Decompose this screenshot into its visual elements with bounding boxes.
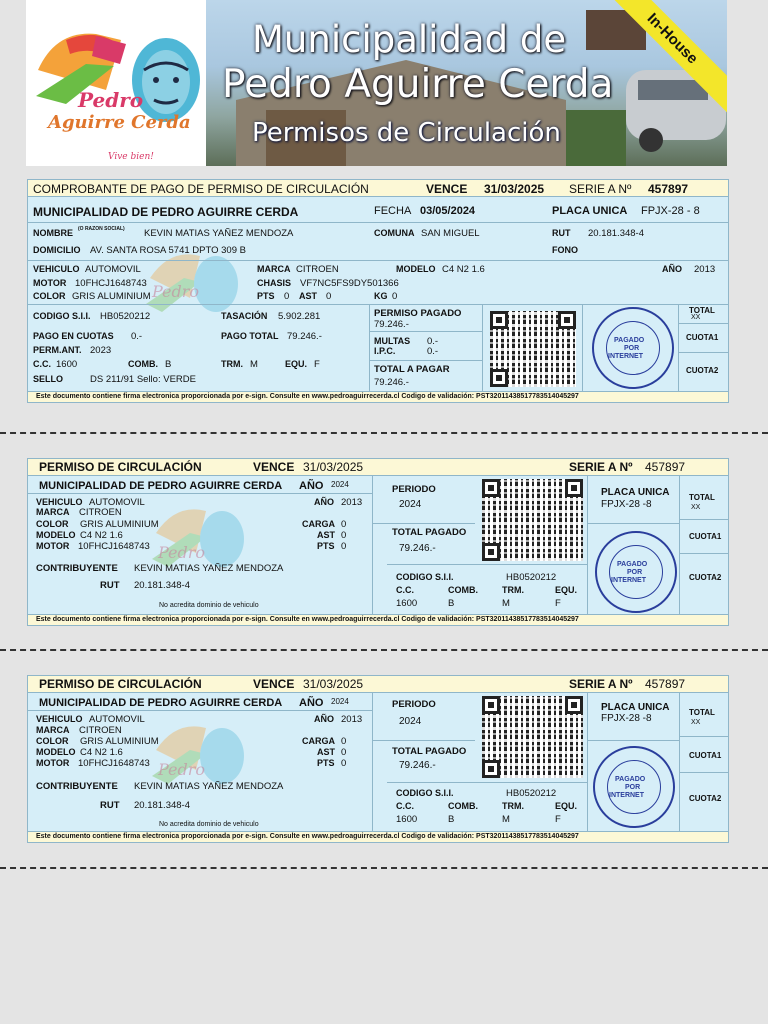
- divider: [678, 352, 728, 353]
- divider: [369, 304, 370, 391]
- total-pagado-value: 79.246.-: [399, 760, 436, 771]
- no-acredita-note: No acredita dominio de vehiculo: [159, 602, 259, 609]
- motor-label: MOTOR: [36, 541, 70, 551]
- cc-value: 1600: [396, 598, 418, 609]
- pts-value: 0: [284, 291, 290, 302]
- sello-label: SELLO: [33, 374, 64, 384]
- receipt-header: [28, 180, 728, 197]
- cut-line: [0, 432, 768, 434]
- watermark-text: Pedro: [158, 760, 206, 779]
- modelo-label: MODELO: [36, 530, 76, 540]
- banner-photo: [206, 0, 727, 166]
- cuota2-label: CUOTA2: [689, 573, 722, 582]
- divider: [678, 323, 728, 324]
- perm-ant-value: 2023: [90, 345, 112, 356]
- permit-municipality: MUNICIPALIDAD DE PEDRO AGUIRRE CERDA: [39, 697, 283, 709]
- divider: [387, 564, 587, 565]
- placa-value: FPJX-28 - 8: [641, 205, 700, 217]
- rut-value: 20.181.348-4: [134, 580, 190, 591]
- permit-title: PERMISO DE CIRCULACIÓN: [39, 677, 202, 691]
- trm-label: TRM.: [502, 801, 524, 811]
- color-label: COLOR: [36, 736, 69, 746]
- qr-code: [482, 696, 583, 778]
- watermark-text: Pedro: [158, 543, 206, 562]
- veh-ano-value: 2013: [341, 714, 363, 725]
- stamp-line2: POR: [624, 345, 640, 352]
- tasacion-value: 5.902.281: [278, 311, 321, 322]
- ast-label: AST: [317, 747, 335, 757]
- marca-label: MARCA: [36, 507, 70, 517]
- vehiculo-label: VEHICULO: [36, 714, 83, 724]
- nombre-value: KEVIN MATIAS YAÑEZ MENDOZA: [144, 228, 294, 239]
- vence-value: 31/03/2025: [484, 182, 545, 196]
- ast-value: 0: [341, 530, 347, 541]
- pago-cuotas-value: 0.-: [131, 331, 143, 342]
- total-pagar-label: TOTAL A PAGAR: [374, 364, 450, 375]
- contribuyente-value: KEVIN MATIAS YAÑEZ MENDOZA: [134, 563, 284, 574]
- total-label: TOTAL: [689, 493, 715, 502]
- fono-label: FONO: [552, 245, 578, 255]
- pts-value: 0: [341, 758, 347, 769]
- equ-value: F: [314, 359, 320, 370]
- ast-label: AST: [317, 530, 335, 540]
- periodo-label: PERIODO: [392, 484, 436, 495]
- marca-value: CITROEN: [79, 725, 122, 736]
- cuota1-label: CUOTA1: [686, 333, 719, 342]
- vence-label: VENCE: [253, 677, 295, 691]
- multas-value: 0.-: [427, 336, 439, 347]
- marca-label: MARCA: [36, 725, 70, 735]
- qr-code: [482, 479, 583, 561]
- divider: [372, 692, 373, 832]
- modelo-value: C4 N2 1.6: [80, 747, 123, 758]
- cc-value: 1600: [56, 359, 78, 370]
- contribuyente-label: CONTRIBUYENTE: [36, 781, 118, 792]
- divider: [587, 475, 588, 615]
- serie-label: SERIE A Nº: [569, 182, 632, 196]
- total-pagar-value: 79.246.-: [374, 377, 409, 388]
- modelo-label: MODELO: [36, 747, 76, 757]
- ipc-label: I.P.C.: [374, 346, 396, 356]
- equ-label: EQU.: [285, 359, 308, 369]
- paid-stamp: [593, 746, 675, 828]
- contribuyente-value: KEVIN MATIAS YAÑEZ MENDOZA: [134, 781, 284, 792]
- cc-value: 1600: [396, 814, 418, 825]
- periodo-value: 2024: [399, 716, 422, 727]
- validation-footer: Este documento contiene firma electronica proporcionada por e-sign. Consulte en www.pedroaguirrecerda.cl Codigo de validación: PST32011438517783514045297: [28, 614, 728, 625]
- pago-total-label: PAGO TOTAL: [221, 331, 279, 341]
- serie-value: 457897: [648, 182, 689, 196]
- carga-value: 0: [341, 519, 347, 530]
- chasis-value: VF7NC5FS9DY501366: [300, 278, 399, 289]
- paid-stamp: [592, 307, 674, 389]
- banner: [26, 0, 727, 166]
- rut-label: RUT: [552, 228, 571, 238]
- nombre-label: NOMBRE: [33, 228, 73, 238]
- total-value: XX: [691, 719, 701, 726]
- validation-footer: Este documento contiene firma electronica proporcionada por e-sign. Consulte en www.pedroaguirrecerda.cl Codigo de validación: PST32011438517783514045297: [28, 831, 728, 842]
- permit-title: PERMISO DE CIRCULACIÓN: [39, 460, 202, 474]
- divider: [679, 553, 728, 554]
- logo-tagline: Vive bien!: [108, 152, 154, 162]
- vence-value: 31/03/2025: [303, 460, 364, 474]
- divider: [587, 523, 679, 524]
- veh-ano-value: 2013: [341, 497, 363, 508]
- rut-label: RUT: [100, 800, 120, 811]
- perm-ant-label: PERM.ANT.: [33, 345, 82, 355]
- modelo-value: C4 N2 1.6: [80, 530, 123, 541]
- equ-value: F: [555, 814, 561, 825]
- domicilio-value: AV. SANTA ROSA 5741 DPTO 309 B: [90, 245, 246, 256]
- payment-receipt: [27, 179, 729, 403]
- sello-value: DS 211/91 Sello: VERDE: [90, 374, 196, 385]
- divider: [587, 692, 588, 832]
- divider: [369, 331, 482, 332]
- periodo-label: PERIODO: [392, 699, 436, 710]
- motor-value: 10FHCJ1648743: [78, 758, 150, 769]
- rut-value: 20.181.348-4: [134, 800, 190, 811]
- motor-value: 10FHCJ1648743: [75, 278, 147, 289]
- logo-text-aguirre: Aguirre Cerda: [48, 112, 191, 133]
- equ-value: F: [555, 598, 561, 609]
- in-house-ribbon: In-House: [596, 0, 727, 115]
- cuota1-label: CUOTA1: [689, 532, 722, 541]
- cuota1-label: CUOTA1: [689, 751, 722, 760]
- nombre-sublabel: (O RAZON SOCIAL): [78, 226, 125, 232]
- total-pagado-label: TOTAL PAGADO: [392, 746, 467, 757]
- codigo-label: CODIGO S.I.I.: [396, 788, 454, 798]
- ano-label: AÑO: [299, 697, 324, 709]
- divider: [28, 304, 728, 305]
- permit-header: [28, 676, 728, 693]
- codigo-label: CODIGO S.I.I.: [33, 311, 91, 321]
- divider: [28, 260, 728, 261]
- stamp-line3: INTERNET: [608, 353, 643, 360]
- qr-code: [490, 311, 576, 387]
- placa-label: PLACA UNICA: [601, 487, 670, 498]
- permit-card-2: [27, 675, 729, 843]
- placa-label: PLACA UNICA: [552, 205, 628, 217]
- color-label: COLOR: [33, 291, 66, 301]
- comb-value: B: [448, 598, 455, 609]
- vehiculo-label: VEHICULO: [36, 497, 83, 507]
- chasis-label: CHASIS: [257, 278, 292, 288]
- codigo-label: CODIGO S.I.I.: [396, 572, 454, 582]
- comuna-value: SAN MIGUEL: [421, 228, 480, 239]
- banner-subtitle: Permisos de Circulación: [252, 118, 561, 148]
- divider: [679, 519, 728, 520]
- comb-label: COMB.: [448, 585, 478, 595]
- total-label: TOTAL: [689, 708, 715, 717]
- placa-value: FPJX-28 -8: [601, 713, 652, 724]
- kg-value: 0: [392, 291, 398, 302]
- pago-cuotas-label: PAGO EN CUOTAS: [33, 331, 114, 341]
- divider: [28, 493, 372, 494]
- ast-value: 0: [326, 291, 332, 302]
- placa-value: FPJX-28 -8: [601, 499, 652, 510]
- vence-label: VENCE: [253, 460, 295, 474]
- total-pagado-label: TOTAL PAGADO: [392, 527, 467, 538]
- vehiculo-label: VEHICULO: [33, 264, 80, 274]
- ano-label: AÑO: [299, 480, 324, 492]
- modelo-label: MODELO: [396, 264, 436, 274]
- stamp-line1: PAGADO: [617, 561, 648, 568]
- tasacion-label: TASACIÓN: [221, 311, 268, 321]
- divider: [582, 304, 583, 391]
- divider: [369, 360, 482, 361]
- color-value: GRIS ALUMINIUM: [80, 519, 159, 530]
- comb-value: B: [448, 814, 455, 825]
- divider: [28, 710, 372, 711]
- veh-ano-label: AÑO: [314, 497, 334, 507]
- paid-stamp: [595, 531, 677, 613]
- watermark-text: Pedro: [152, 282, 200, 301]
- color-value: GRIS ALUMINIUM: [72, 291, 151, 302]
- pts-label: PTS: [257, 291, 275, 301]
- pts-value: 0: [341, 541, 347, 552]
- serie-value: 457897: [645, 460, 686, 474]
- comb-label: COMB.: [128, 359, 158, 369]
- comb-value: B: [165, 359, 172, 370]
- trm-value: M: [502, 598, 510, 609]
- marca-label: MARCA: [257, 264, 291, 274]
- kg-label: KG: [374, 291, 388, 301]
- carga-label: CARGA: [302, 736, 335, 746]
- stamp-line1: PAGADO: [614, 337, 645, 344]
- receipt-title: COMPROBANTE DE PAGO DE PERMISO DE CIRCULACIÓN: [33, 182, 369, 196]
- codigo-value: HB0520212: [100, 311, 151, 322]
- stamp-line2: POR: [625, 784, 641, 791]
- marca-value: CITROEN: [79, 507, 122, 518]
- cc-label: C.C.: [396, 585, 414, 595]
- permit-card-1: [27, 458, 729, 626]
- municipality-logo: [26, 0, 206, 166]
- total-value: XX: [691, 504, 701, 511]
- permiso-pagado-value: 79.246.-: [374, 319, 409, 330]
- vence-label: VENCE: [426, 182, 468, 196]
- logo-text-pedro: Pedro: [78, 88, 144, 112]
- total-value: XX: [691, 314, 701, 321]
- divider: [372, 523, 475, 524]
- divider: [679, 772, 728, 773]
- codigo-value: HB0520212: [506, 788, 557, 799]
- divider: [679, 692, 680, 832]
- ast-value: 0: [341, 747, 347, 758]
- comb-label: COMB.: [448, 801, 478, 811]
- permiso-pagado-label: PERMISO PAGADO: [374, 308, 462, 319]
- ano-label: AÑO: [662, 264, 682, 274]
- veh-ano-label: AÑO: [314, 714, 334, 724]
- divider: [587, 740, 679, 741]
- rut-value: 20.181.348-4: [588, 228, 644, 239]
- motor-label: MOTOR: [36, 758, 70, 768]
- fecha-value: 03/05/2024: [420, 205, 476, 217]
- divider: [482, 304, 483, 391]
- stamp-line3: INTERNET: [611, 577, 646, 584]
- divider: [679, 475, 680, 615]
- divider: [372, 475, 373, 615]
- divider: [387, 782, 587, 783]
- equ-label: EQU.: [555, 585, 578, 595]
- permit-municipality: MUNICIPALIDAD DE PEDRO AGUIRRE CERDA: [39, 480, 283, 492]
- vehiculo-value: AUTOMOVIL: [89, 497, 145, 508]
- marca-value: CITROEN: [296, 264, 339, 275]
- cc-label: C.C.: [33, 359, 51, 369]
- stamp-line3: INTERNET: [609, 792, 644, 799]
- ipc-value: 0.-: [427, 346, 439, 357]
- motor-value: 10FHCJ1648743: [78, 541, 150, 552]
- fecha-label: FECHA: [374, 205, 412, 217]
- banner-title-line2: Pedro Aguirre Cerda: [222, 62, 614, 107]
- serie-label: SERIE A Nº: [569, 677, 633, 691]
- modelo-value: C4 N2 1.6: [442, 264, 485, 275]
- serie-value: 457897: [645, 677, 686, 691]
- divider: [372, 740, 475, 741]
- color-value: GRIS ALUMINIUM: [80, 736, 159, 747]
- trm-value: M: [250, 359, 258, 370]
- rut-label: RUT: [100, 580, 120, 591]
- divider: [28, 222, 728, 223]
- ano-value: 2024: [331, 697, 349, 706]
- vence-value: 31/03/2025: [303, 677, 364, 691]
- cuota2-label: CUOTA2: [689, 794, 722, 803]
- ano-value: 2024: [331, 480, 349, 489]
- serie-label: SERIE A Nº: [569, 460, 633, 474]
- permit-header: [28, 459, 728, 476]
- codigo-value: HB0520212: [506, 572, 557, 583]
- trm-label: TRM.: [502, 585, 524, 595]
- divider: [679, 736, 728, 737]
- stamp-line2: POR: [627, 569, 643, 576]
- no-acredita-note: No acredita dominio de vehiculo: [159, 821, 259, 828]
- logo-graphic: [26, 0, 206, 166]
- contribuyente-label: CONTRIBUYENTE: [36, 563, 118, 574]
- placa-label: PLACA UNICA: [601, 702, 670, 713]
- carga-value: 0: [341, 736, 347, 747]
- motor-label: MOTOR: [33, 278, 67, 288]
- total-label: TOTAL: [689, 306, 715, 315]
- vehiculo-value: AUTOMOVIL: [89, 714, 145, 725]
- cut-line: [0, 649, 768, 651]
- vehiculo-value: AUTOMOVIL: [85, 264, 141, 275]
- cut-line: [0, 867, 768, 869]
- comuna-label: COMUNA: [374, 228, 415, 238]
- ano-value: 2013: [694, 264, 716, 275]
- trm-label: TRM.: [221, 359, 243, 369]
- equ-label: EQU.: [555, 801, 578, 811]
- receipt-municipality: MUNICIPALIDAD DE PEDRO AGUIRRE CERDA: [33, 205, 299, 219]
- cuota2-label: CUOTA2: [686, 366, 719, 375]
- pago-total-value: 79.246.-: [287, 331, 322, 342]
- multas-label: MULTAS: [374, 336, 411, 346]
- periodo-value: 2024: [399, 499, 422, 510]
- carga-label: CARGA: [302, 519, 335, 529]
- pts-label: PTS: [317, 758, 335, 768]
- total-pagado-value: 79.246.-: [399, 543, 436, 554]
- trm-value: M: [502, 814, 510, 825]
- banner-title-line1: Municipalidad de: [252, 18, 567, 61]
- domicilio-label: DOMICILIO: [33, 245, 81, 255]
- pts-label: PTS: [317, 541, 335, 551]
- color-label: COLOR: [36, 519, 69, 529]
- ast-label: AST: [299, 291, 317, 301]
- divider: [678, 304, 679, 391]
- stamp-line1: PAGADO: [615, 776, 646, 783]
- cc-label: C.C.: [396, 801, 414, 811]
- validation-footer: Este documento contiene firma electronica proporcionada por e-sign. Consulte en www.pedroaguirrecerda.cl Codigo de validación: PST32011438517783514045297: [28, 391, 728, 402]
